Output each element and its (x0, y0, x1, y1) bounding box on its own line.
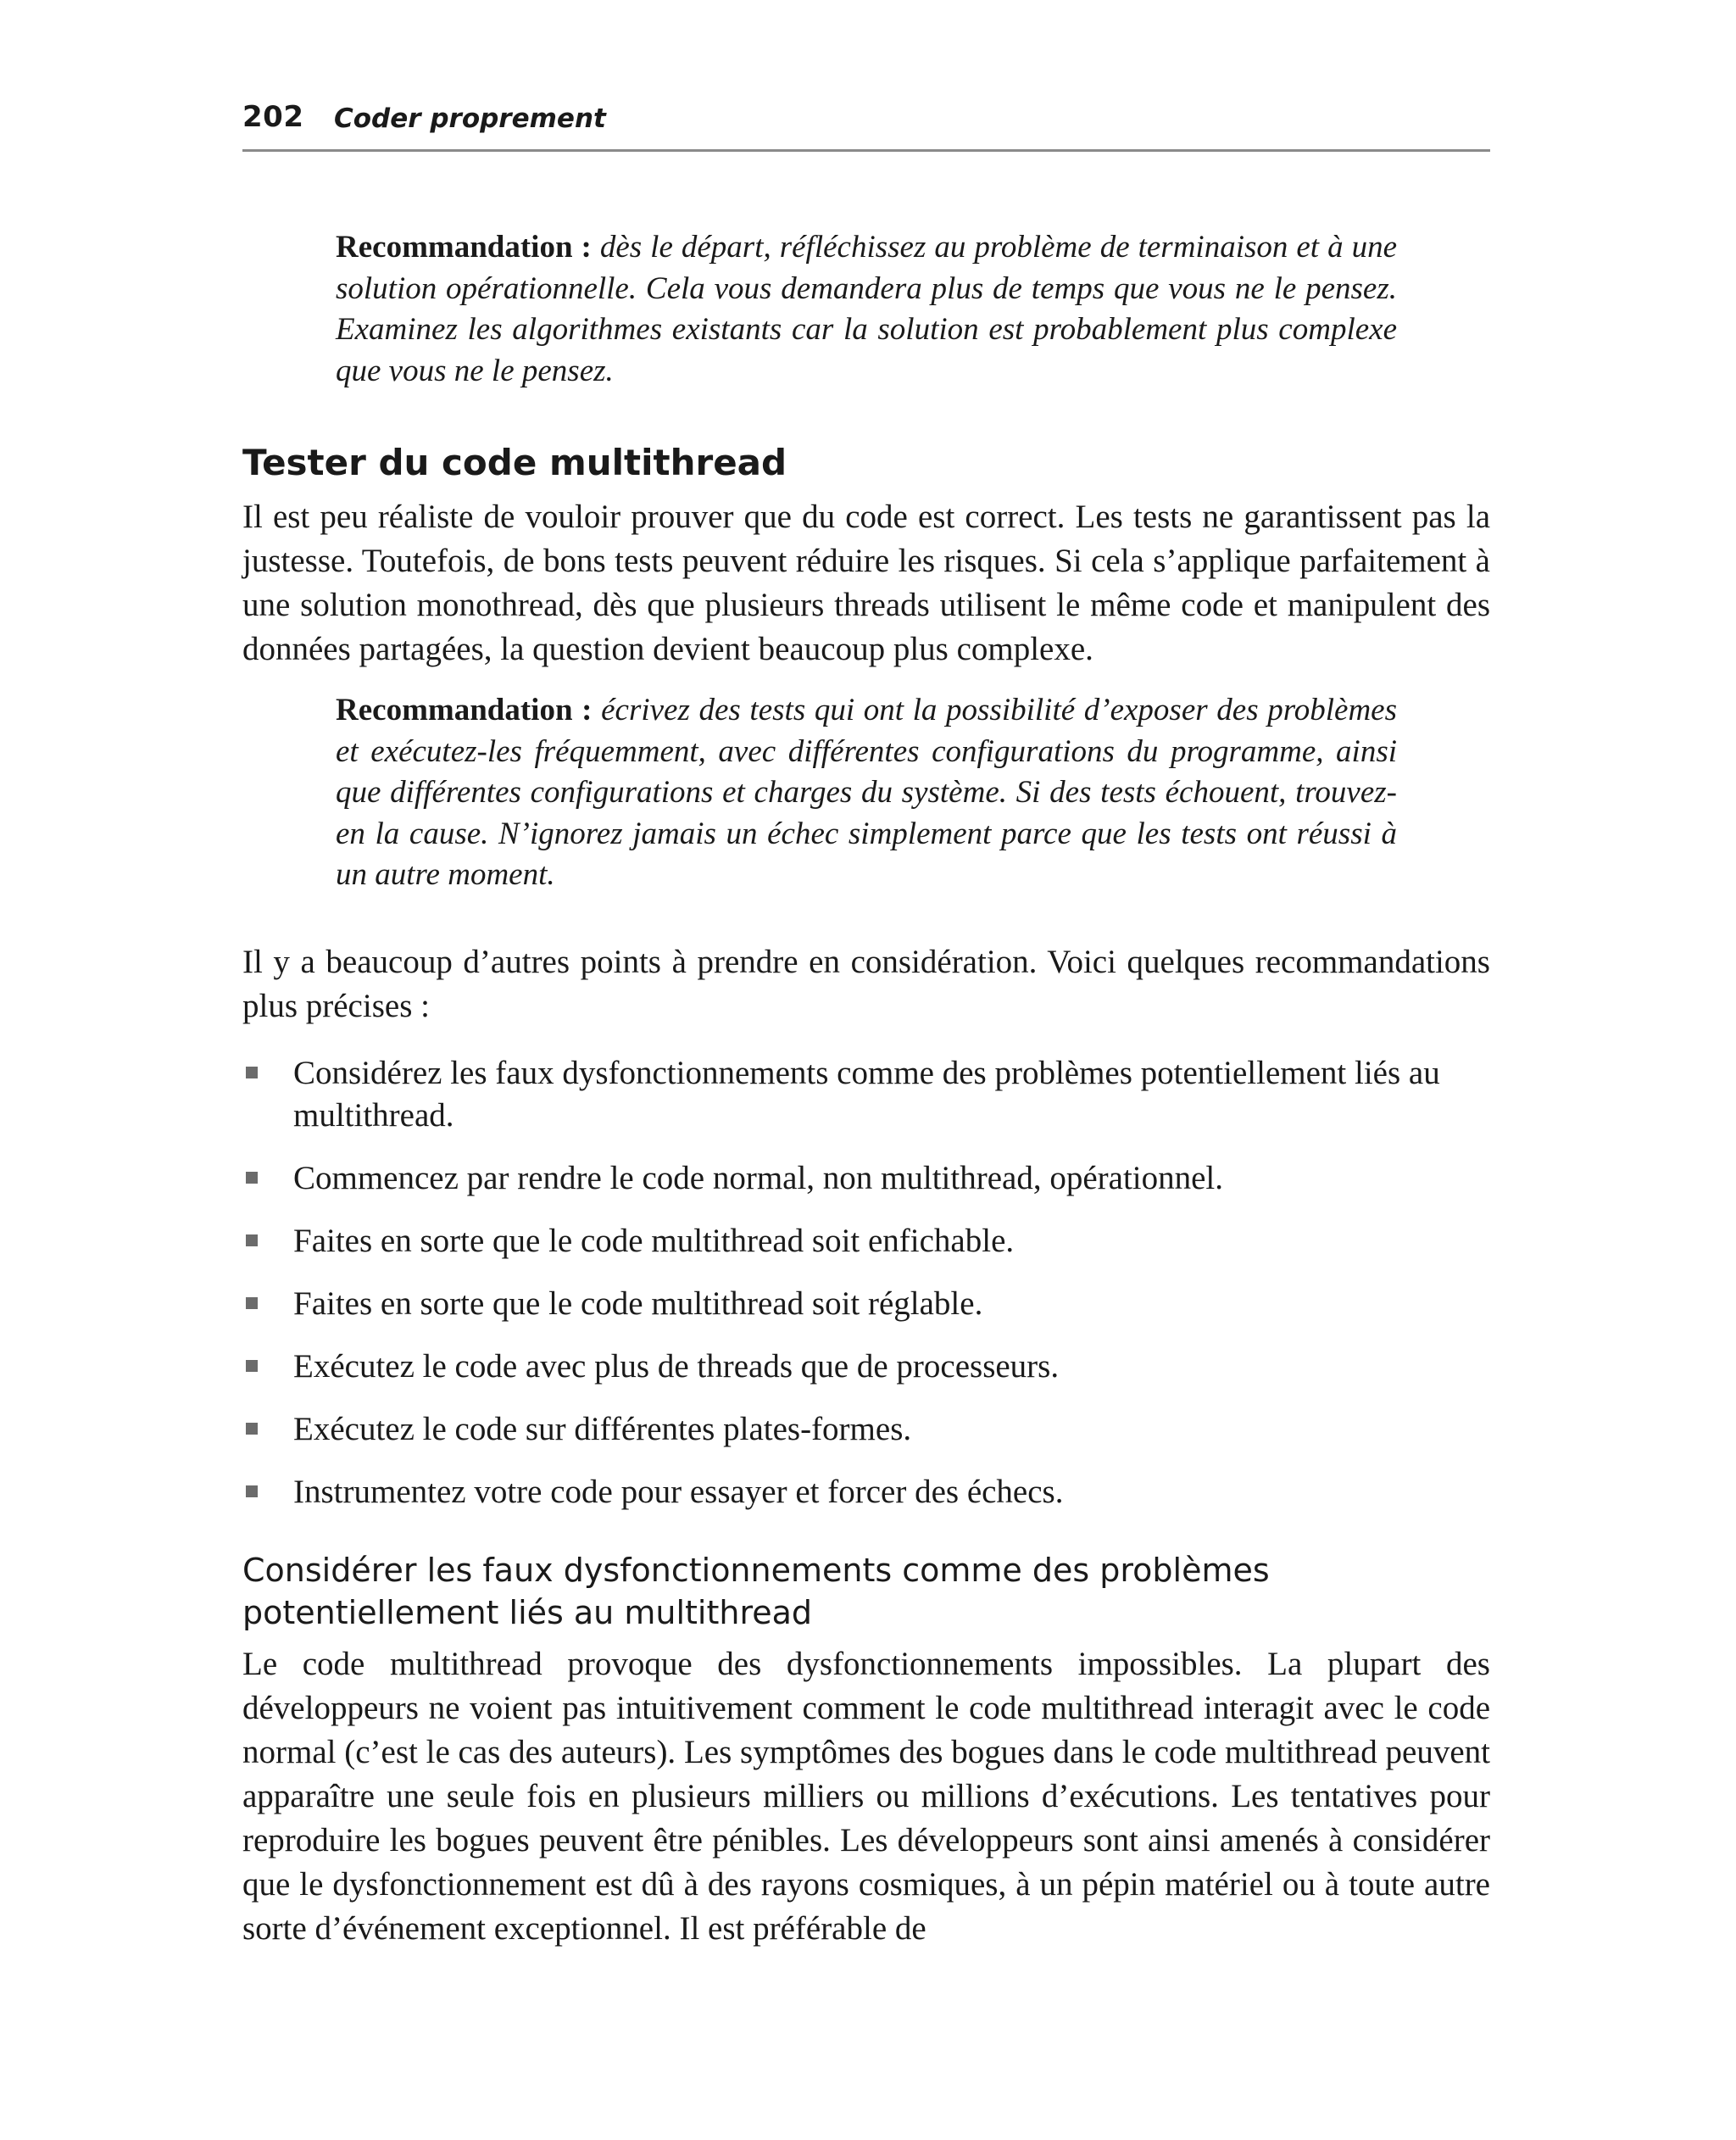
body-paragraph: Il y a beaucoup d’autres points à prendre en considération. Voici quelques recommandations plus précises : (242, 943, 1490, 1024)
list-item-text: Commencez par rendre le code normal, non multithread, opérationnel. (293, 1159, 1224, 1196)
recommendation-text: dès le départ, réfléchissez au problème de terminaison et à une solution opérationnelle. Cela vous demandera plus de temps que vous ne le pensez. Examinez les algorithmes existants car la solution est probablement plus complexe que vous ne le pensez. (336, 230, 1397, 388)
list-item (242, 1157, 1490, 1200)
recommendation-label: Recommandation : (336, 693, 593, 727)
header-rule (242, 149, 1490, 152)
list-item (242, 1283, 1490, 1325)
subsection-heading: Considérer les faux dysfonctionnements comme des problèmes potentiellement liés au multithread (242, 1551, 1270, 1631)
list-item-text: Exécutez le code avec plus de threads que de processeurs. (293, 1347, 1060, 1385)
recommendation-list (242, 1052, 1490, 1513)
square-bullet-icon (246, 1172, 258, 1184)
running-title: Coder proprement (334, 103, 606, 134)
list-item (242, 1220, 1490, 1262)
square-bullet-icon (246, 1360, 258, 1372)
list-item-text: Faites en sorte que le code multithread soit enfichable. (293, 1222, 1015, 1259)
body-paragraph: Le code multithread provoque des dysfonctionnements impossibles. La plupart des développeurs ne voient pas intuitivement comment le code multithread interagit avec le code normal (c’est le cas des auteurs). Les symptômes des bogues dans le code multithread peuvent apparaître une seule fois en plusieurs milliers ou millions d’exécutions. Les tentatives pour reproduire les bogues peuvent être pénibles. Les développeurs sont ainsi amenés à considérer que le dysfonctionnement est dû à des rayons cosmiques, à un pépin matériel ou à toute autre sorte d’événement exceptionnel. Il est préférable de (242, 1645, 1490, 1947)
square-bullet-icon (246, 1067, 258, 1078)
list-item (242, 1408, 1490, 1451)
list-item-text: Exécutez le code sur différentes plates-formes. (293, 1410, 912, 1447)
square-bullet-icon (246, 1485, 258, 1497)
recommendation-block (336, 690, 1397, 896)
list-item (242, 1052, 1490, 1137)
page-content (242, 227, 1490, 1951)
list-item (242, 1471, 1490, 1513)
section-heading: Tester du code multithread (242, 442, 787, 483)
running-header (242, 100, 1490, 134)
list-item-text: Faites en sorte que le code multithread soit réglable. (293, 1285, 983, 1322)
recommendation-text: écrivez des tests qui ont la possibilité d’exposer des problèmes et exécutez-les fréquemment, avec différentes configurations du programme, ainsi que différentes configurations et charges du système. Si des tests échouent, trouvez-en la cause. N’ignorez jamais un échec simplement parce que les tests ont réussi à un autre moment. (336, 693, 1397, 892)
square-bullet-icon (246, 1423, 258, 1435)
square-bullet-icon (246, 1297, 258, 1309)
list-item-text: Instrumentez votre code pour essayer et forcer des échecs. (293, 1473, 1064, 1510)
recommendation-block (336, 227, 1397, 392)
recommendation-label: Recommandation : (336, 230, 592, 265)
list-item-text: Considérez les faux dysfonctionnements comme des problèmes potentiellement liés au multithread. (293, 1054, 1440, 1134)
body-paragraph: Il est peu réaliste de vouloir prouver que du code est correct. Les tests ne garantissent pas la justesse. Toutefois, de bons tests peuvent réduire les risques. Si cela s’applique parfaitement à une solution monothread, dès que plusieurs threads utilisent le même code et manipulent des données partagées, la question devient beaucoup plus complexe. (242, 499, 1490, 667)
square-bullet-icon (246, 1234, 258, 1246)
page-number: 202 (242, 100, 304, 134)
list-item (242, 1346, 1490, 1388)
